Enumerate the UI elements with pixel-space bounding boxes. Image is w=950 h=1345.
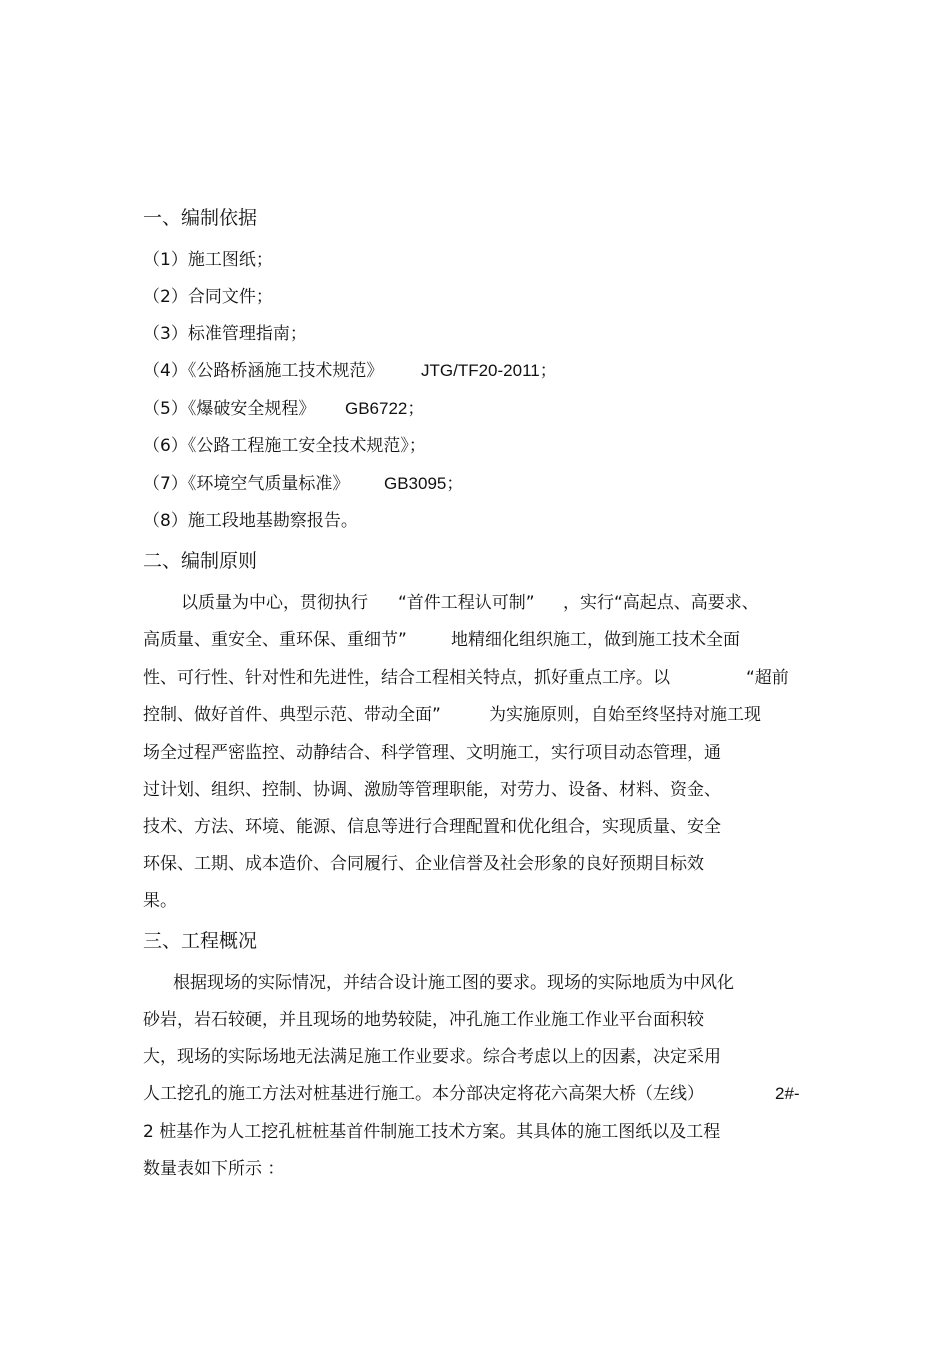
basis-item-6: （6）《公路工程施工安全技术规范》； <box>143 436 426 456</box>
overview-line-4a: 人工挖孔的施工方法对桩基进行施工。本分部决定将花六高架大桥（左线） <box>143 1084 704 1104</box>
overview-line-4b: 2#- <box>775 1084 800 1103</box>
basis-item-8: （8）施工段地基勘察报告。 <box>143 511 358 531</box>
basis-item-5-code: GB6722； <box>345 399 425 418</box>
principles-line-1a: 以质量为中心，贯彻执行 <box>181 593 368 613</box>
section-heading-basis: 一、编制依据 <box>143 207 258 229</box>
principles-line-2a: 高质量、重安全、重环保、重细节” <box>143 630 407 650</box>
principles-line-5: 场全过程严密监控、动静结合、科学管理、文明施工，实行项目动态管理，通 <box>143 743 721 763</box>
overview-line-6: 数量表如下所示 ： <box>143 1159 285 1179</box>
principles-line-3b: “超前 <box>746 668 789 688</box>
section-heading-principles: 二、编制原则 <box>143 550 258 572</box>
principles-line-8: 环保、工期、成本造价、合同履行、企业信誉及社会形象的良好预期目标效 <box>143 854 704 874</box>
basis-item-5: （5）《爆破安全规程》 <box>143 399 316 419</box>
overview-line-2: 砂岩，岩石较硬，并且现场的地势较陡，冲孔施工作业施工作业平台面积较 <box>143 1010 704 1030</box>
basis-item-3: （3）标准管理指南； <box>143 324 307 344</box>
principles-line-3a: 性、可行性、针对性和先进性，结合工程相关特点，抓好重点工序。以 <box>143 668 670 688</box>
basis-item-7-code: GB3095； <box>384 474 464 493</box>
principles-line-2b: 地精细化组织施工，做到施工技术全面 <box>451 630 740 650</box>
overview-line-1: 根据现场的实际情况，并结合设计施工图的要求。现场的实际地质为中风化 <box>173 973 734 993</box>
principles-line-4b: 为实施原则，自始至终坚持对施工现 <box>489 705 761 725</box>
principles-line-4a: 控制、做好首件、典型示范、带动全面” <box>143 705 441 725</box>
overview-line-5: 2 桩基作为人工挖孔桩桩基首件制施工技术方案。其具体的施工图纸以及工程 <box>143 1122 721 1142</box>
basis-item-4: （4）《公路桥涵施工技术规范》 <box>143 361 384 381</box>
principles-line-6: 过计划、组织、控制、协调、激励等管理职能，对劳力、设备、材料、资金、 <box>143 780 721 800</box>
basis-item-1: （1）施工图纸； <box>143 250 273 270</box>
basis-item-2: （2）合同文件； <box>143 287 273 307</box>
section-heading-overview: 三、工程概况 <box>143 930 258 952</box>
overview-line-3: 大，现场的实际场地无法满足施工作业要求。综合考虑以上的因素，决定采用 <box>143 1047 721 1067</box>
basis-item-7: （7）《环境空气质量标准》 <box>143 474 350 494</box>
principles-line-1b: “首件工程认可制” <box>398 593 535 613</box>
principles-line-7: 技术、方法、环境、能源、信息等进行合理配置和优化组合，实现质量、安全 <box>143 817 721 837</box>
basis-item-4-code: JTG/TF20-2011； <box>421 361 557 380</box>
principles-line-1c: ，实行“高起点、高要求、 <box>563 593 759 613</box>
principles-line-9: 果。 <box>143 891 177 911</box>
